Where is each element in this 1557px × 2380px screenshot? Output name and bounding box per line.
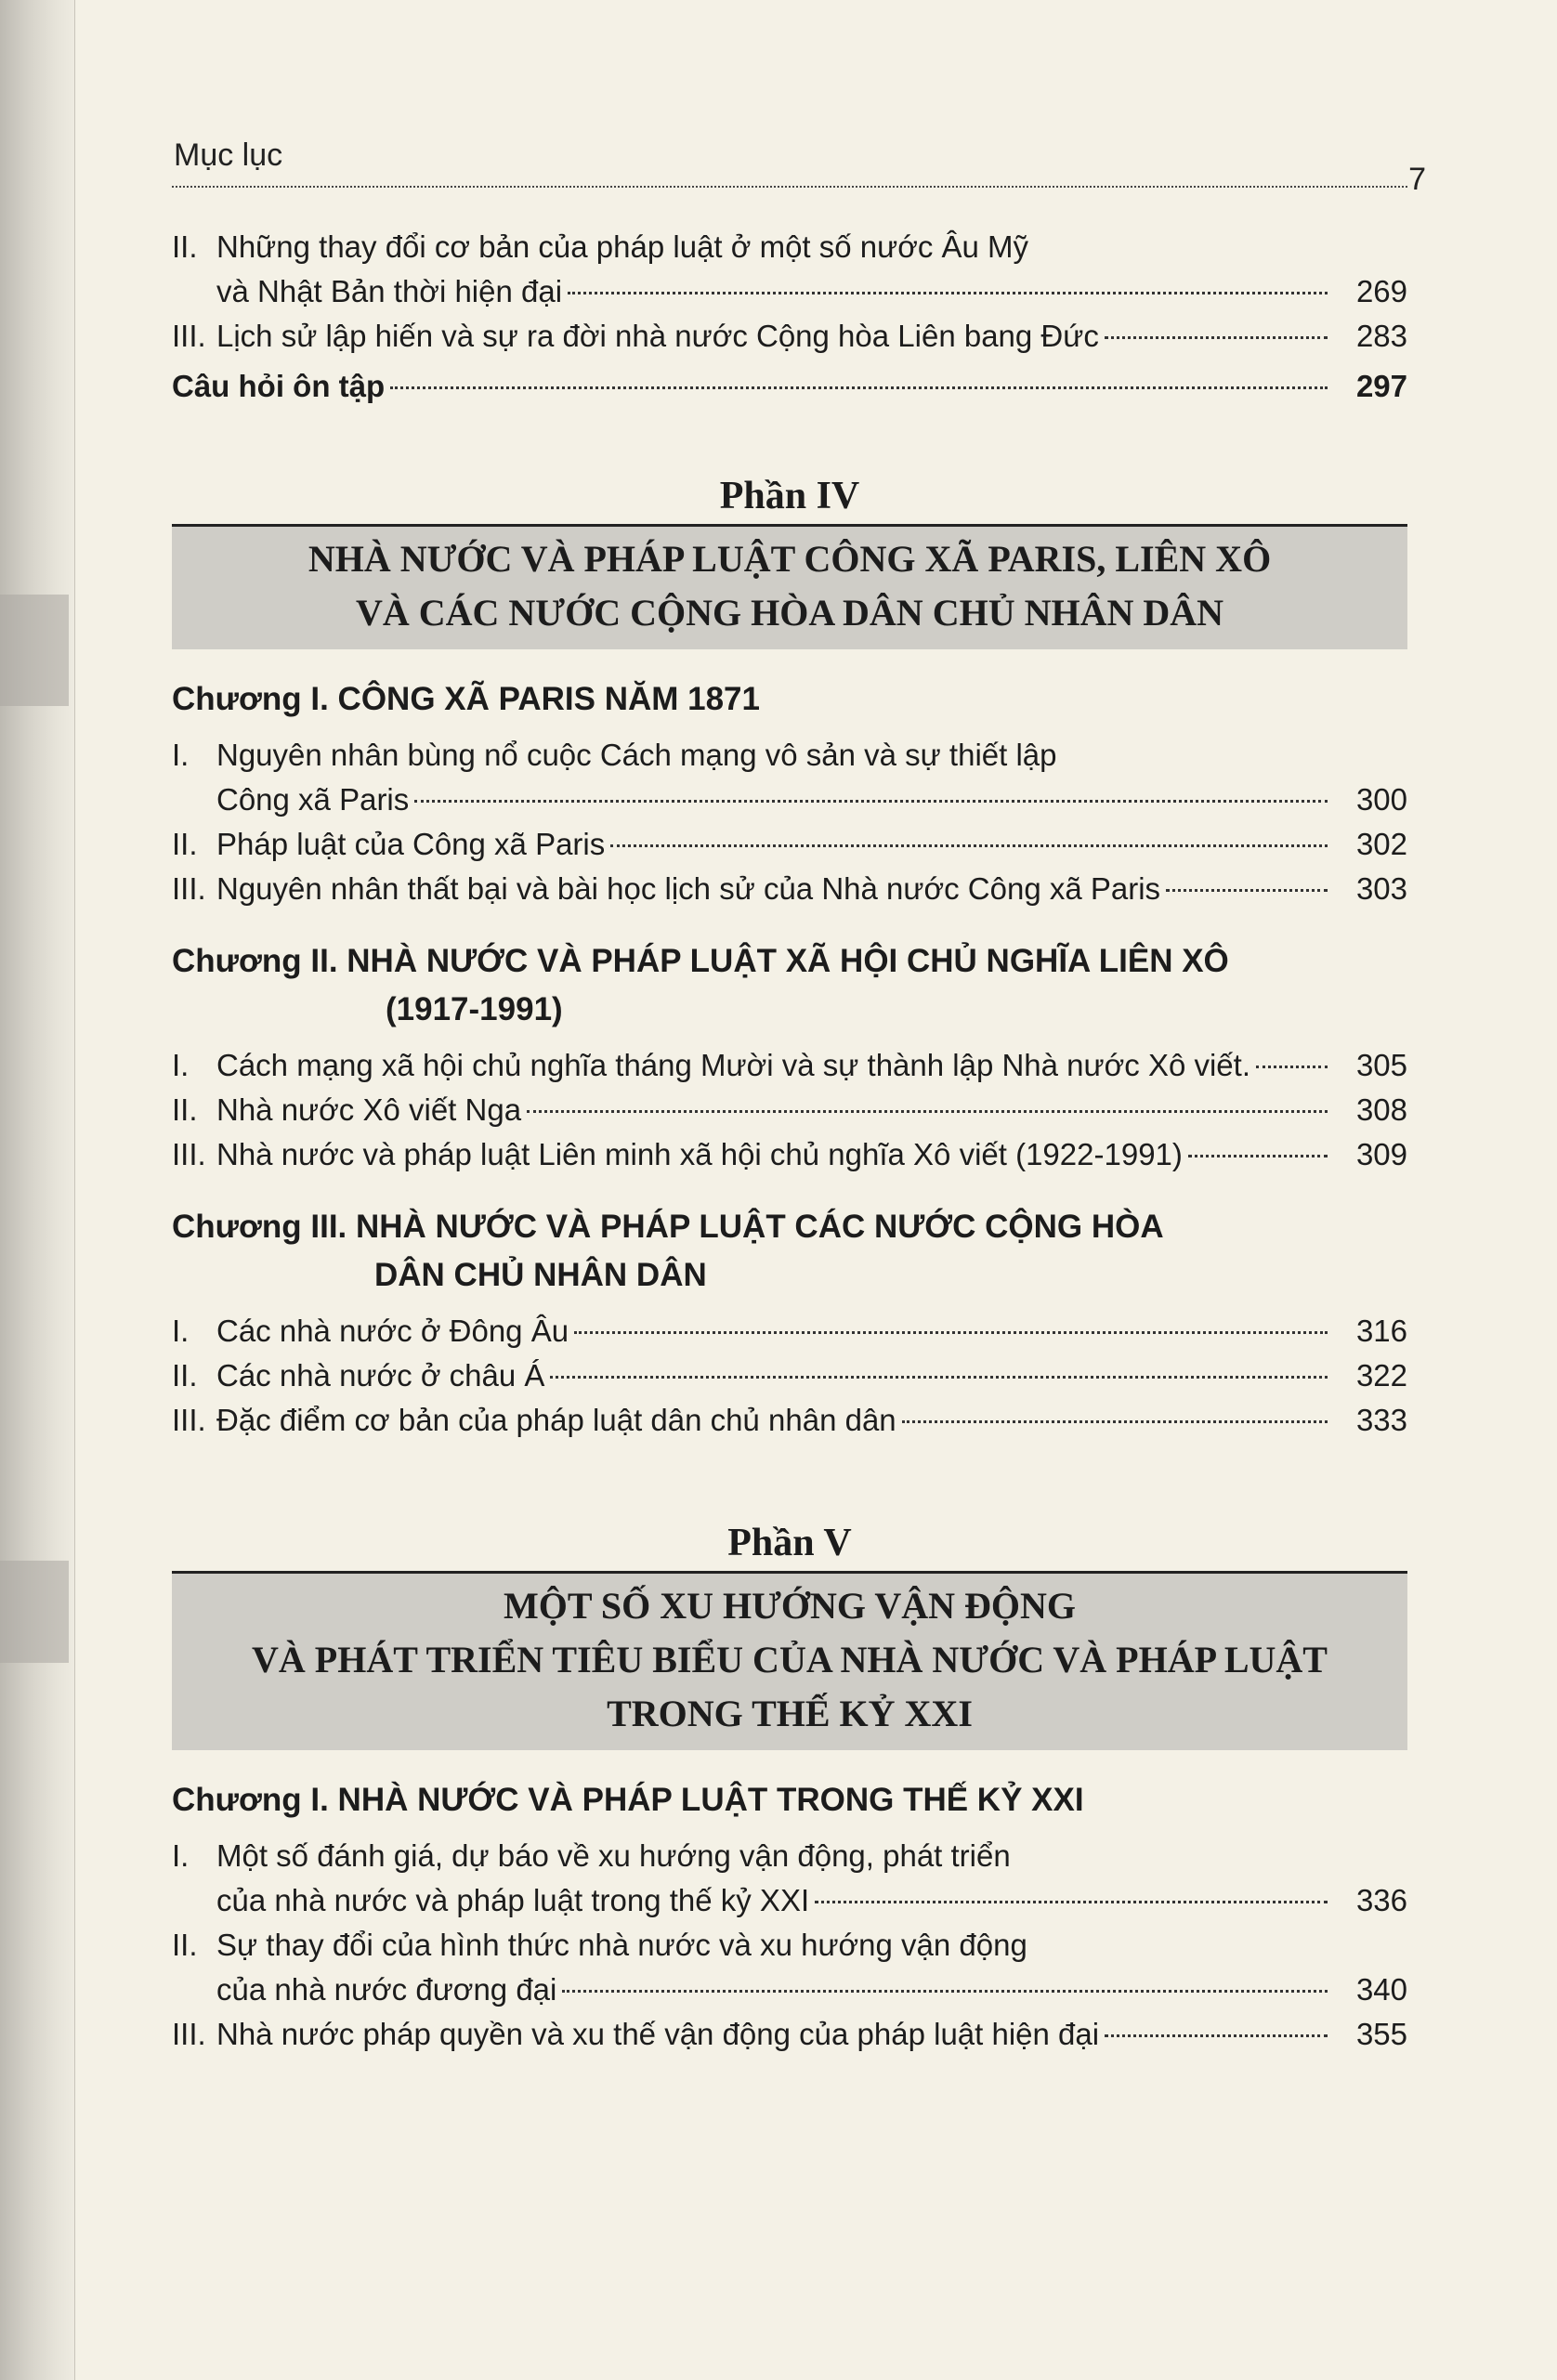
dot-leader bbox=[1166, 889, 1328, 892]
entry-number: III. bbox=[172, 871, 206, 906]
entry-page: 333 bbox=[1355, 1403, 1407, 1437]
part-title-line: MỘT SỐ XU HƯỚNG VẬN ĐỘNG bbox=[504, 1585, 1076, 1627]
entry-last-line bbox=[216, 1968, 1333, 2012]
entry-page: 355 bbox=[1355, 2017, 1407, 2051]
entry-page: 308 bbox=[1355, 1092, 1407, 1127]
dot-leader bbox=[1105, 336, 1328, 339]
entry-page: 300 bbox=[1355, 782, 1407, 817]
entry-last-line bbox=[216, 314, 1333, 359]
entry-page: 297 bbox=[1355, 369, 1407, 403]
entry-number: I. bbox=[172, 1838, 190, 1873]
part-title-line: TRONG THẾ KỶ XXI bbox=[607, 1693, 973, 1734]
dot-leader bbox=[568, 292, 1328, 294]
book-spine-edge bbox=[0, 0, 75, 2380]
toc-entry bbox=[172, 1088, 1407, 1132]
chapter-title-continued: (1917-1991) bbox=[386, 991, 563, 1027]
entry-number: II. bbox=[172, 827, 198, 861]
dot-leader bbox=[1256, 1066, 1328, 1068]
entry-last-line bbox=[216, 778, 1333, 822]
toc-entry bbox=[172, 1398, 1407, 1443]
dot-leader bbox=[610, 844, 1328, 847]
part-5-heading bbox=[172, 1517, 1407, 1750]
review-questions-entry bbox=[172, 364, 1407, 409]
entry-number: I. bbox=[172, 738, 190, 772]
entry-text: Các nhà nước ở Đông Âu bbox=[216, 1314, 569, 1348]
toc-entry bbox=[172, 1309, 1407, 1353]
entry-number: III. bbox=[172, 1403, 206, 1437]
entry-last-line bbox=[216, 1309, 1333, 1353]
entry-text: Sự thay đổi của hình thức nhà nước và xu hướng vận động bbox=[216, 1928, 1027, 1962]
entry-page: 302 bbox=[1355, 827, 1407, 861]
dot-leader bbox=[1188, 1155, 1328, 1157]
entry-text: Nhà nước Xô viết Nga bbox=[216, 1092, 522, 1127]
entry-number: III. bbox=[172, 319, 206, 353]
entry-number: I. bbox=[172, 1048, 190, 1082]
entry-page: 316 bbox=[1355, 1314, 1407, 1348]
running-header-title: Mục lục bbox=[174, 137, 283, 173]
entry-last-line bbox=[216, 1088, 1333, 1132]
entry-text: Công xã Paris bbox=[216, 782, 410, 817]
entry-last-line bbox=[216, 1878, 1333, 1923]
chapter-entries bbox=[172, 733, 1407, 911]
entry-number: II. bbox=[172, 1928, 198, 1962]
entry-last-line bbox=[216, 1398, 1333, 1443]
part-title-line: NHÀ NƯỚC VÀ PHÁP LUẬT CÔNG XÃ PARIS, LIÊN XÔ bbox=[307, 538, 1272, 580]
entry-number: II. bbox=[172, 1358, 198, 1393]
part-4-chapters bbox=[172, 675, 1407, 1443]
dot-leader bbox=[550, 1376, 1328, 1379]
entry-last-line bbox=[216, 822, 1333, 867]
chapter-entries bbox=[172, 1309, 1407, 1443]
toc-entry bbox=[172, 1132, 1407, 1177]
part-5-chapters bbox=[172, 1776, 1407, 2057]
entry-number: III. bbox=[172, 1137, 206, 1171]
part-title-box bbox=[172, 1574, 1407, 1750]
entry-number: II. bbox=[172, 1092, 198, 1127]
entry-last-line bbox=[216, 1132, 1333, 1177]
entry-text: Những thay đổi cơ bản của pháp luật ở một số nước Âu Mỹ bbox=[216, 229, 1029, 264]
part-title-line: VÀ CÁC NƯỚC CỘNG HÒA DÂN CHỦ NHÂN DÂN bbox=[355, 592, 1224, 634]
entry-number: II. bbox=[172, 229, 198, 264]
chapter-heading bbox=[172, 675, 1407, 724]
entry-text: của nhà nước và pháp luật trong thế kỷ XXI bbox=[216, 1883, 810, 1917]
entry-page: 269 bbox=[1355, 274, 1407, 308]
chapter-heading bbox=[172, 1203, 1407, 1300]
page-number: 7 bbox=[1408, 162, 1426, 197]
entry-last-line bbox=[216, 269, 1333, 314]
dot-leader bbox=[527, 1110, 1328, 1113]
entry-last-line bbox=[216, 1353, 1333, 1398]
entry-page: 305 bbox=[1355, 1048, 1407, 1082]
entry-number: III. bbox=[172, 2017, 206, 2051]
entry-page: 283 bbox=[1355, 319, 1407, 353]
page-tab bbox=[0, 1561, 69, 1663]
dot-leader bbox=[1105, 2034, 1328, 2037]
entry-last-line bbox=[216, 1043, 1333, 1088]
dot-leader bbox=[574, 1331, 1328, 1334]
dot-leader bbox=[414, 800, 1328, 803]
book-page bbox=[172, 121, 1426, 2057]
entry-text: của nhà nước đương đại bbox=[216, 1972, 557, 2007]
toc-entry bbox=[172, 1353, 1407, 1398]
entry-last-line bbox=[216, 2012, 1333, 2057]
part-title-box bbox=[172, 527, 1407, 649]
running-header bbox=[172, 121, 1426, 197]
part-label: Phần IV bbox=[172, 470, 1407, 527]
entry-page: 322 bbox=[1355, 1358, 1407, 1393]
chapter-title: Chương III. NHÀ NƯỚC VÀ PHÁP LUẬT CÁC NƯỚC CỘNG HÒA bbox=[172, 1209, 1164, 1245]
toc-entry bbox=[172, 867, 1407, 911]
part-label: Phần V bbox=[172, 1517, 1407, 1574]
toc-entry bbox=[172, 314, 1407, 359]
table-of-contents bbox=[172, 225, 1407, 2057]
top-entries bbox=[172, 225, 1407, 359]
entry-text: Pháp luật của Công xã Paris bbox=[216, 827, 606, 861]
dot-leader bbox=[562, 1990, 1328, 1993]
entry-number: I. bbox=[172, 1314, 190, 1348]
entry-page: 340 bbox=[1355, 1972, 1407, 2007]
entry-page: 309 bbox=[1355, 1137, 1407, 1171]
dot-leader bbox=[390, 386, 1328, 389]
toc-entry bbox=[172, 733, 1407, 822]
chapter-title: Chương I. CÔNG XÃ PARIS NĂM 1871 bbox=[172, 681, 760, 717]
toc-entry bbox=[172, 1923, 1407, 2012]
toc-entry bbox=[172, 225, 1407, 314]
entry-page: 336 bbox=[1355, 1883, 1407, 1917]
entry-text: Câu hỏi ôn tập bbox=[172, 369, 386, 403]
chapter-title: Chương II. NHÀ NƯỚC VÀ PHÁP LUẬT XÃ HỘI CHỦ NGHĨA LIÊN XÔ bbox=[172, 943, 1229, 979]
chapter-heading bbox=[172, 1776, 1407, 1824]
entry-text: Nguyên nhân bùng nổ cuộc Cách mạng vô sản và sự thiết lập bbox=[216, 738, 1057, 772]
entry-text: Nhà nước pháp quyền và xu thế vận động của pháp luật hiện đại bbox=[216, 2017, 1100, 2051]
part-4-heading bbox=[172, 470, 1407, 649]
part-title-line: VÀ PHÁT TRIỂN TIÊU BIỂU CỦA NHÀ NƯỚC VÀ PHÁP LUẬT bbox=[252, 1639, 1328, 1680]
chapter-title: Chương I. NHÀ NƯỚC VÀ PHÁP LUẬT TRONG THẾ KỶ XXI bbox=[172, 1782, 1084, 1818]
entry-text: Nguyên nhân thất bại và bài học lịch sử của Nhà nước Công xã Paris bbox=[216, 871, 1161, 906]
entry-text: Một số đánh giá, dự báo về xu hướng vận động, phát triển bbox=[216, 1838, 1011, 1873]
chapter-heading bbox=[172, 937, 1407, 1034]
entry-text: Lịch sử lập hiến và sự ra đời nhà nước Cộng hòa Liên bang Đức bbox=[216, 319, 1099, 353]
chapter-entries bbox=[172, 1834, 1407, 2057]
entry-text: Đặc điểm cơ bản của pháp luật dân chủ nhân dân bbox=[216, 1403, 896, 1437]
toc-entry bbox=[172, 1043, 1407, 1088]
toc-entry bbox=[172, 2012, 1407, 2057]
dot-leader bbox=[815, 1901, 1328, 1903]
entry-text: Nhà nước và pháp luật Liên minh xã hội chủ nghĩa Xô viết (1922-1991) bbox=[216, 1137, 1183, 1171]
entry-text: Cách mạng xã hội chủ nghĩa tháng Mười và sự thành lập Nhà nước Xô viết. bbox=[216, 1048, 1250, 1082]
chapter-entries bbox=[172, 1043, 1407, 1177]
toc-entry bbox=[172, 1834, 1407, 1923]
entry-text: Các nhà nước ở châu Á bbox=[216, 1358, 545, 1393]
entry-text: và Nhật Bản thời hiện đại bbox=[216, 274, 563, 308]
toc-entry bbox=[172, 822, 1407, 867]
dot-leader bbox=[902, 1420, 1328, 1423]
page-tab bbox=[0, 595, 69, 706]
entry-page: 303 bbox=[1355, 871, 1407, 906]
chapter-title-continued: DÂN CHỦ NHÂN DÂN bbox=[374, 1257, 707, 1293]
entry-last-line bbox=[216, 867, 1333, 911]
